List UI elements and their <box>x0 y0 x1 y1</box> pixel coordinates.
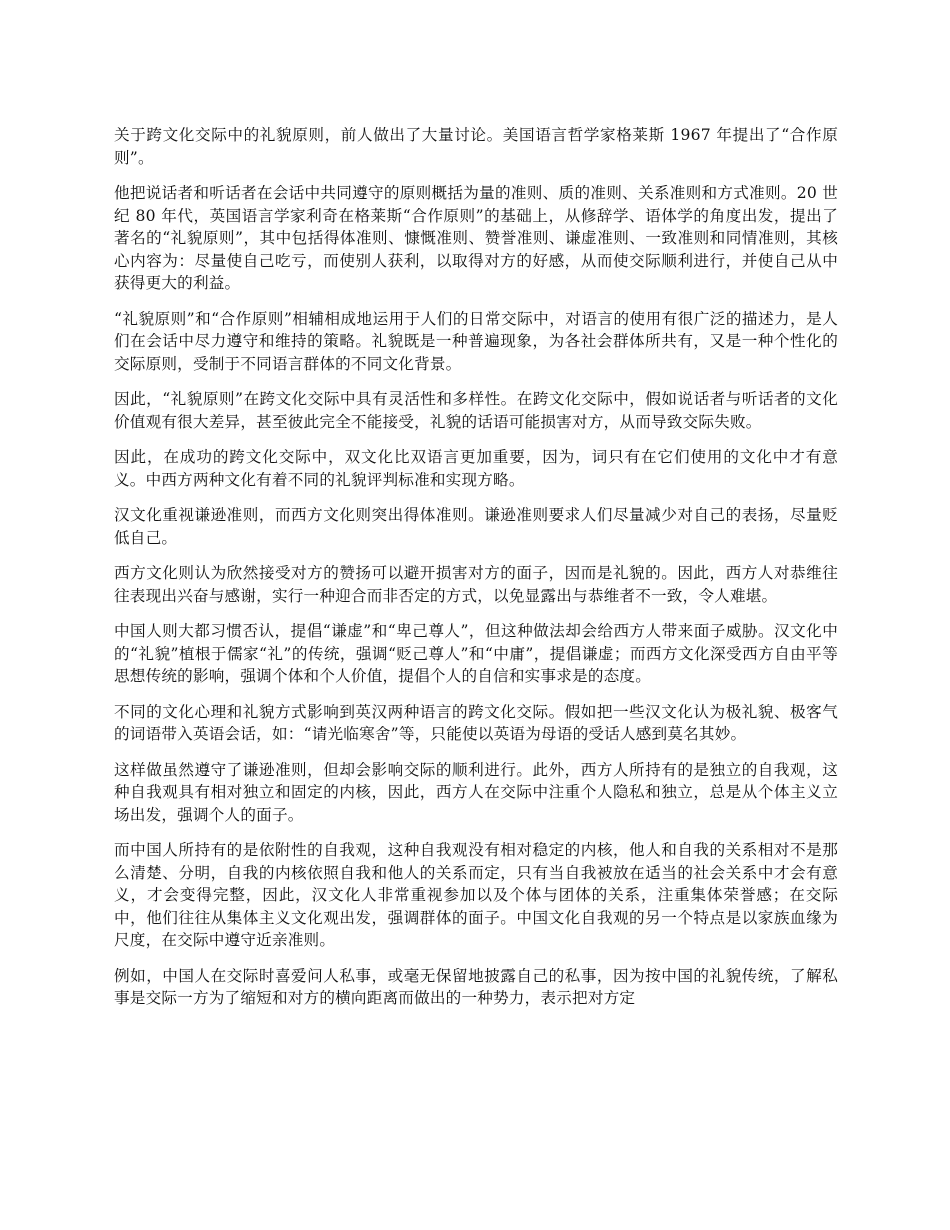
paragraph-1: 关于跨文化交际中的礼貌原则，前人做出了大量讨论。美国语言哲学家格莱斯 1967 年提出了“合作原则”。 <box>114 126 838 167</box>
paragraph-5: 因此，在成功的跨文化交际中，双文化比双语言更加重要，因为，词只有在它们使用的文化中才有意义。中西方两种文化有着不同的礼貌评判标准和实现方略。 <box>114 448 838 489</box>
paragraph-10: 这样做虽然遵守了谦逊准则，但却会影响交际的顺利进行。此外，西方人所持有的是独立的自我观，这种自我观具有相对独立和固定的内核，因此，西方人在交际中注重个人隐私和独立，总是从个体主义立场出发，强调个人的面子。 <box>114 760 838 824</box>
paragraph-9: 不同的文化心理和礼貌方式影响到英汉两种语言的跨文化交际。假如把一些汉文化认为极礼貌、极客气的词语带入英语会话，如：“请光临寒舍”等，只能使以英语为母语的受话人感到莫名其妙。 <box>114 702 838 743</box>
paragraph-4: 因此，“礼貌原则”在跨文化交际中具有灵活性和多样性。在跨文化交际中，假如说话者与听话者的文化价值观有很大差异，甚至彼此完全不能接受，礼貌的话语可能损害对方，从而导致交际失败。 <box>114 390 838 431</box>
paragraph-6: 汉文化重视谦逊准则，而西方文化则突出得体准则。谦逊准则要求人们尽量减少对自己的表扬，尽量贬低自己。 <box>114 506 838 547</box>
paragraph-12: 例如，中国人在交际时喜爱问人私事，或毫无保留地披露自己的私事，因为按中国的礼貌传统，了解私事是交际一方为了缩短和对方的横向距离而做出的一种势力，表示把对方定 <box>114 966 838 1007</box>
document-body <box>114 124 838 1023</box>
paragraph-3: “礼貌原则”和“合作原则”相辅相成地运用于人们的日常交际中，对语言的使用有很广泛的描述力，是人们在会话中尽力遵守和维持的策略。礼貌既是一种普遍现象，为各社会群体所共有，又是一种个性化的交际原则，受制于不同语言群体的不同文化背景。 <box>114 309 838 373</box>
paragraph-2: 他把说话者和听话者在会话中共同遵守的原则概括为量的准则、质的准则、关系准则和方式准则。20 世纪 80 年代，英国语言学家利奇在格莱斯“合作原则”的基础上，从修辞学、语体学的角度出发，提出了著名的“礼貌原则”，其中包括得体准则、慷慨准则、赞誉准则、谦虚准则、一致准则和同情准则，其核心内容为：尽量使自己吃亏，而使别人获利，以取得对方的好感，从而使交际顺利进行，并使自己从中获得更大的利益。 <box>114 184 838 292</box>
paragraph-8: 中国人则大都习惯否认，提倡“谦虚”和“卑己尊人”，但这种做法却会给西方人带来面子威胁。汉文化中的“礼貌”植根于儒家“礼”的传统，强调“贬己尊人”和“中庸”，提倡谦虚；而西方文化深受西方自由平等思想传统的影响，强调个体和个人价值，提倡个人的自信和实事求是的态度。 <box>114 622 838 685</box>
paragraph-7: 西方文化则认为欣然接受对方的赞扬可以避开损害对方的面子，因而是礼貌的。因此，西方人对恭维往往表现出兴奋与感谢，实行一种迎合而非否定的方式，以免显露出与恭维者不一致，令人难堪。 <box>114 564 838 605</box>
paragraph-11: 而中国人所持有的是依附性的自我观，这种自我观没有相对稳定的内核，他人和自我的关系相对不是那么清楚、分明，自我的内核依照自我和他人的关系而定，只有当自我被放在适当的社会关系中才会有意义，才会变得完整，因此，汉文化人非常重视参加以及个体与团体的关系，注重集体荣誉感；在交际中，他们往往从集体主义文化观出发，强调群体的面子。中国文化自我观的另一个特点是以家族血缘为尺度，在交际中遵守近亲准则。 <box>114 841 838 949</box>
